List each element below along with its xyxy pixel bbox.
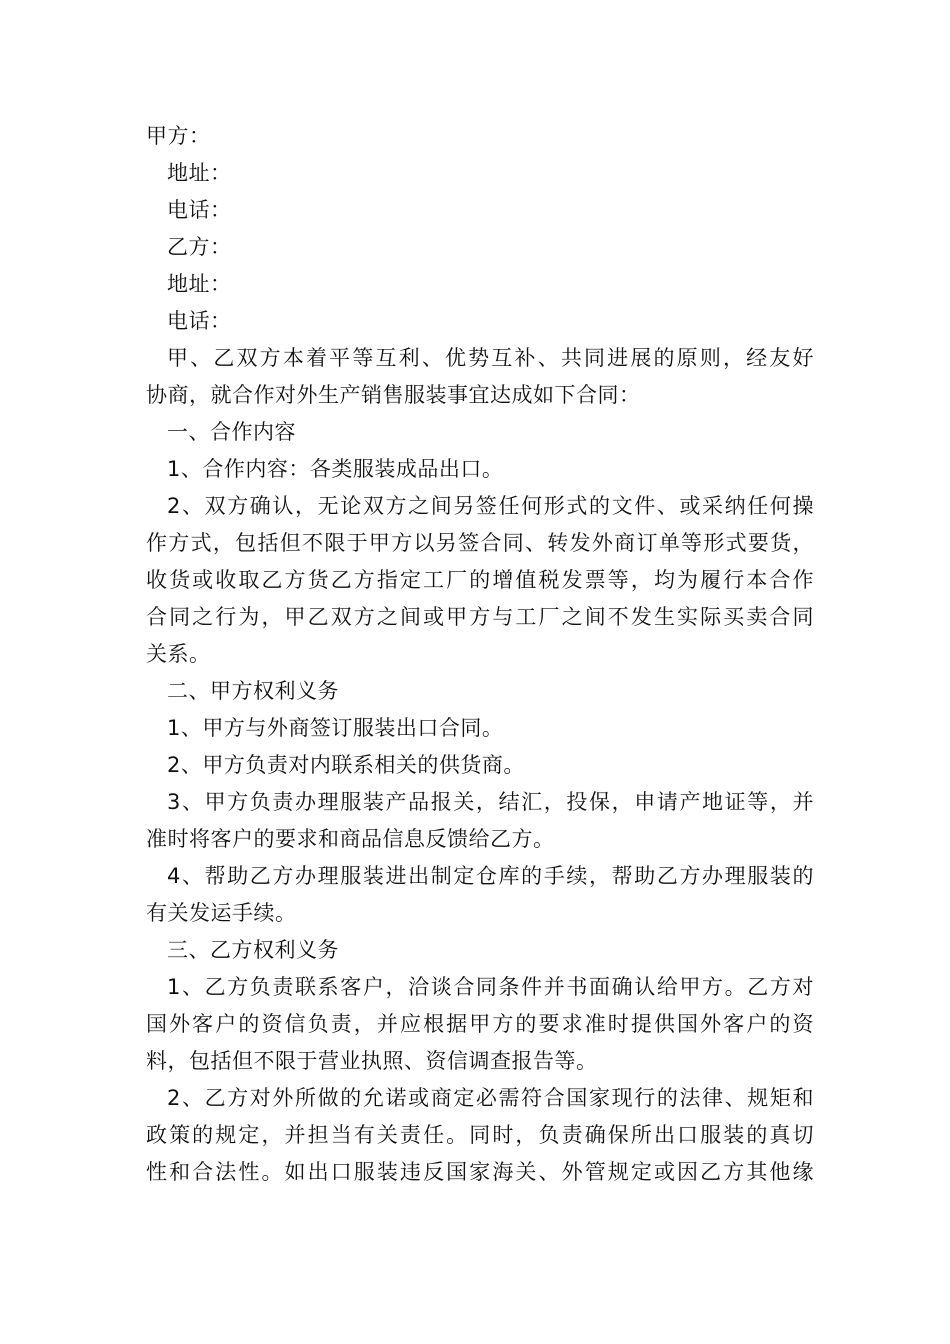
text-line: 电话：	[167, 309, 232, 333]
text-line: 准时将客户的要求和商品信息反馈给乙方。	[146, 827, 555, 851]
text-line: 甲方：	[146, 124, 211, 148]
text-line: 关系。	[146, 642, 211, 666]
text-line: 1、乙方负责联系客户，洽谈合同条件并书面确认给甲方。乙方对	[167, 975, 814, 999]
text-line: 料，包括但不限于营业执照、资信调查报告等。	[146, 1049, 598, 1073]
text-line: 甲、乙双方本着平等互利、优势互补、共同进展的原则，经友好	[167, 346, 814, 370]
text-line: 性和合法性。如出口服装违反国家海关、外管规定或因乙方其他缘	[146, 1160, 814, 1184]
text-line: 地址：	[167, 161, 232, 185]
text-line: 二、甲方权利义务	[167, 679, 339, 703]
text-line: 1、合作内容：各类服装成品出口。	[167, 457, 504, 481]
text-line: 3、甲方负责办理服装产品报关，结汇，投保，申请产地证等，并	[167, 790, 814, 814]
text-line: 合同之行为，甲乙双方之间或甲方与工厂之间不发生实际买卖合同	[146, 605, 814, 629]
text-line: 协商，就合作对外生产销售服装事宜达成如下合同：	[146, 383, 641, 407]
text-line: 4、帮助乙方办理服装进出制定仓库的手续，帮助乙方办理服装的	[167, 864, 814, 888]
text-line: 乙方：	[167, 235, 232, 259]
text-line: 政策的规定，并担当有关责任。同时，负责确保所出口服装的真切	[146, 1123, 814, 1147]
text-line: 2、甲方负责对内联系相关的供货商。	[167, 753, 525, 777]
text-line: 收货或收取乙方货乙方指定工厂的增值税发票等，均为履行本合作	[146, 568, 814, 592]
text-line: 1、甲方与外商签订服装出口合同。	[167, 716, 504, 740]
text-line: 一、合作内容	[167, 420, 296, 444]
text-line: 三、乙方权利义务	[167, 938, 339, 962]
text-line: 地址：	[167, 272, 232, 296]
text-line: 有关发运手续。	[146, 901, 297, 925]
text-line: 作方式，包括但不限于甲方以另签合同、转发外商订单等形式要货，	[146, 531, 814, 555]
text-line: 2、双方确认，无论双方之间另签任何形式的文件、或采纳任何操	[167, 494, 814, 518]
text-line: 2、乙方对外所做的允诺或商定必需符合国家现行的法律、规矩和	[167, 1086, 814, 1110]
text-line: 国外客户的资信负责，并应根据甲方的要求准时提供国外客户的资	[146, 1012, 814, 1036]
contract-body	[146, 118, 814, 1191]
text-line: 电话：	[167, 198, 232, 222]
